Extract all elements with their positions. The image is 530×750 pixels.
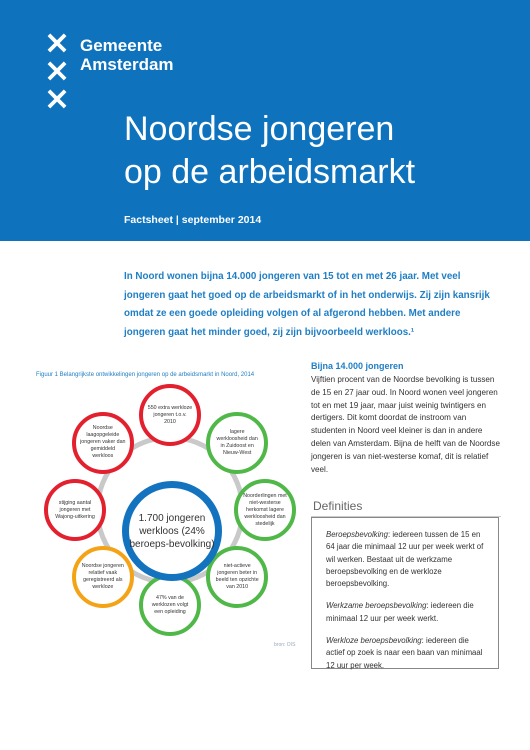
definition-text: : iedereen die minimaal 12 uur per week werkt. xyxy=(326,601,474,623)
diagram-node: Noorderlingen met niet-westerse herkomst lagere werkloosheid dan stedelijk xyxy=(234,479,296,541)
definition-text: : iedereen die actief op zoek is naar een baan van minimaal 12 uur per week. xyxy=(326,636,483,670)
diagram-node: 550 extra werkloze jongeren t.o.v. 2010 xyxy=(139,384,201,446)
title-line-1: Noordse jongeren xyxy=(124,110,395,148)
diagram-node: stijging aantal jongeren met Wajong-uitkering xyxy=(44,479,106,541)
diagram-node: Noordse jongeren relatief vaak geregistreerd als werkloze xyxy=(72,546,134,608)
section-body: Vijftien procent van de Noordse bevolking is tussen de 15 en 27 jaar oud. In Noord wonen veel jongeren tot en met 19 jaar, maar juist weinig twintigers en dertigers. Dit komt doordat de instroom van studenten in Noord veel kleiner is dan in andere delen van Amsterdam. Bijna de helft van de Noordse jongeren is van niet-westerse komaf, dit is relatief veel. xyxy=(311,375,500,474)
title-line-2: op de arbeidsmarkt xyxy=(124,153,416,191)
definitions-box xyxy=(311,517,499,669)
intro-paragraph: In Noord wonen bijna 14.000 jongeren van 15 tot en met 26 jaar. Met veel jongeren gaat het goed op de arbeidsmarkt of in het onderwijs. Zij zijn kansrijk omdat ze een goede opleiding volgen of al afgerond hebben. Met andere jongeren gaat het minder goed, zij zijn bijvoorbeeld werkloos.¹ xyxy=(124,271,490,338)
section-heading: Bijna 14.000 jongeren xyxy=(311,361,404,371)
diagram-node: Noordse laagopgeleide jongeren vaker dan gemiddeld werkloos xyxy=(72,412,134,474)
definition-term: Werkloze beroepsbevolking xyxy=(326,636,422,646)
page-title xyxy=(124,108,415,194)
logo-cross-icon: × xyxy=(43,51,71,89)
logo-cross-icon: × xyxy=(43,23,71,61)
diagram-center: 1.700 jongeren werkloos (24% beroeps-bevolking) xyxy=(122,481,222,581)
logo-text xyxy=(80,36,174,74)
young-population-section xyxy=(311,361,501,476)
definition-text: : iedereen tussen de 15 en 64 jaar die minimaal 12 uur per week werkt of wil werken. Bestaat uit de werkzame beroepsbevolking en de werkloze beroepsbevolking. xyxy=(326,530,484,589)
amsterdam-logo xyxy=(40,23,78,117)
page-subtitle: Factsheet | september 2014 xyxy=(124,214,262,226)
diagram-node: niet-actieve jongeren beter in beeld ten opzichte van 2010 xyxy=(206,546,268,608)
header-banner xyxy=(0,0,530,241)
logo-cross-icon: × xyxy=(43,79,71,117)
figure-diagram xyxy=(30,380,300,660)
figure-source: bron: OIS xyxy=(274,642,296,648)
logo-line-1: Gemeente xyxy=(80,36,163,55)
definition-item xyxy=(326,600,488,625)
definition-item xyxy=(326,635,488,672)
definition-term: Beroepsbevolking xyxy=(326,530,388,539)
logo-line-2: Amsterdam xyxy=(80,55,174,74)
figure-caption: Figuur 1 Belangrijkste ontwikkelingen jongeren op de arbeidsmarkt in Noord, 2014 xyxy=(36,372,255,378)
diagram-node: lagere werkloosheid dan in Zuidoost en Nieuw-West xyxy=(206,412,268,474)
definitions-heading: Definities xyxy=(313,499,363,513)
definition-item xyxy=(326,529,488,590)
definition-term: Werkzame beroepsbevolking xyxy=(326,601,427,611)
diagram-node: 47% van de werklozen volgt een opleiding xyxy=(139,574,201,636)
